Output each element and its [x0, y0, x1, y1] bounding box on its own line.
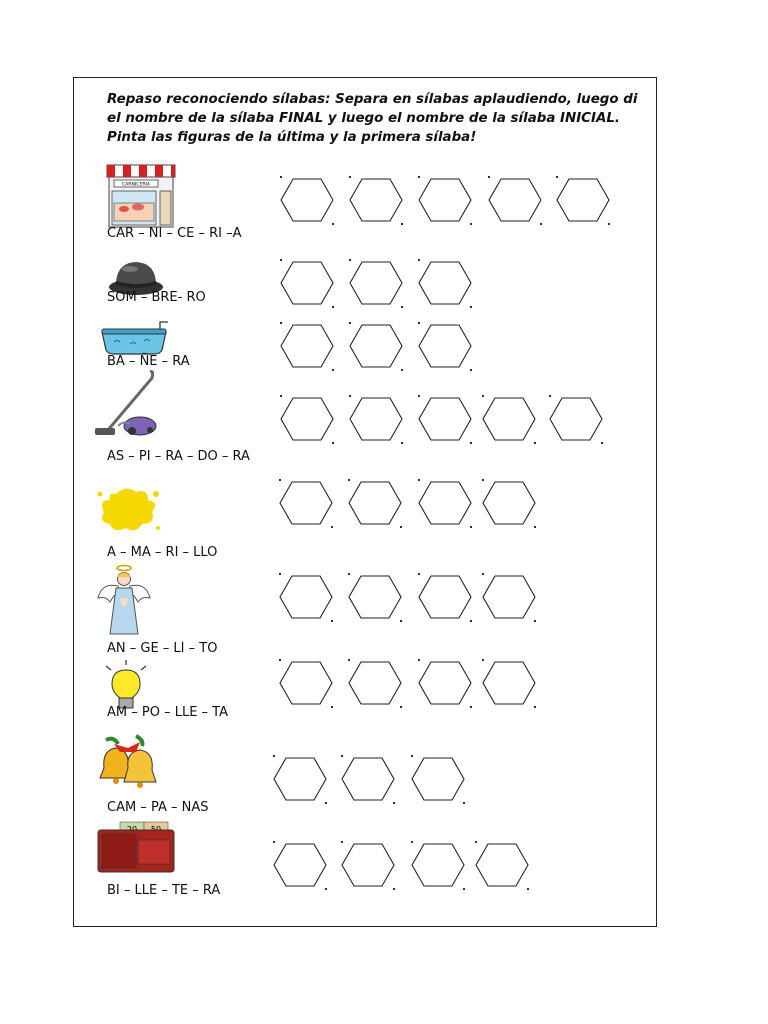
syllable-box[interactable]: [341, 843, 395, 887]
butcher-shop-icon: [106, 163, 176, 228]
guide-dot: [488, 176, 490, 178]
guide-dot: [482, 573, 484, 575]
instructions: [107, 90, 667, 147]
guide-dot: [470, 369, 472, 371]
christmas-bells-icon: [92, 734, 164, 796]
guide-dot: [418, 322, 420, 324]
syllable-box[interactable]: [348, 661, 402, 705]
guide-dot: [400, 706, 402, 708]
syllable-box[interactable]: [273, 843, 327, 887]
syllable-box[interactable]: [411, 843, 465, 887]
guide-dot: [401, 306, 403, 308]
syllable-box[interactable]: [280, 261, 334, 305]
syllable-box[interactable]: [482, 481, 536, 525]
guide-dot: [411, 841, 413, 843]
guide-dot: [325, 802, 327, 804]
guide-dot: [331, 526, 333, 528]
instructions-line-3: Pinta las figuras de la última y la primera sílaba!: [107, 130, 477, 145]
guide-dot: [540, 223, 542, 225]
guide-dot: [608, 223, 610, 225]
guide-dot: [400, 620, 402, 622]
syllable-box[interactable]: [482, 397, 536, 441]
syllable-box[interactable]: [349, 324, 403, 368]
guide-dot: [534, 526, 536, 528]
word-syllables-5: A – MA – RI – LLO: [107, 545, 218, 560]
guide-dot: [470, 442, 472, 444]
guide-dot: [463, 888, 465, 890]
guide-dot: [470, 706, 472, 708]
guide-dot: [332, 223, 334, 225]
guide-dot: [470, 526, 472, 528]
guide-dot: [470, 620, 472, 622]
word-syllables-2: SOM – BRE- RO: [107, 290, 206, 305]
word-syllables-8: CAM – PA – NAS: [107, 800, 209, 815]
syllable-box[interactable]: [556, 178, 610, 222]
guide-dot: [418, 395, 420, 397]
guide-dot: [348, 573, 350, 575]
word-syllables-3: BA – ÑE – RA: [107, 354, 190, 369]
syllable-box[interactable]: [418, 178, 472, 222]
syllable-box[interactable]: [418, 324, 472, 368]
guide-dot: [349, 322, 351, 324]
syllable-box[interactable]: [418, 397, 472, 441]
guide-dot: [349, 259, 351, 261]
syllable-box[interactable]: [341, 757, 395, 801]
word-syllables-4: AS – PI – RA – DO – RA: [107, 449, 250, 464]
guide-dot: [475, 841, 477, 843]
guide-dot: [280, 259, 282, 261]
guide-dot: [280, 176, 282, 178]
syllable-box[interactable]: [349, 397, 403, 441]
guide-dot: [331, 620, 333, 622]
syllable-box[interactable]: [280, 178, 334, 222]
guide-dot: [349, 176, 351, 178]
guide-dot: [482, 659, 484, 661]
guide-dot: [341, 841, 343, 843]
syllable-box[interactable]: [279, 481, 333, 525]
guide-dot: [393, 888, 395, 890]
syllable-box[interactable]: [418, 481, 472, 525]
word-syllables-1: CAR – NI – CE – RI –A: [107, 226, 242, 241]
guide-dot: [280, 322, 282, 324]
guide-dot: [534, 442, 536, 444]
guide-dot: [527, 888, 529, 890]
guide-dot: [418, 479, 420, 481]
word-syllables-7: AM – PO – LLE – TA: [107, 705, 228, 720]
guide-dot: [411, 755, 413, 757]
guide-dot: [401, 223, 403, 225]
guide-dot: [325, 888, 327, 890]
syllable-box[interactable]: [279, 661, 333, 705]
syllable-box[interactable]: [475, 843, 529, 887]
guide-dot: [279, 659, 281, 661]
svg-text:CARNICERIA: CARNICERIA: [121, 182, 151, 188]
guide-dot: [482, 479, 484, 481]
syllable-box[interactable]: [349, 178, 403, 222]
syllable-box[interactable]: [349, 261, 403, 305]
syllable-box[interactable]: [488, 178, 542, 222]
instructions-line-2: el nombre de la sílaba FINAL y luego el nombre de la sílaba INICIAL.: [107, 111, 620, 126]
guide-dot: [279, 479, 281, 481]
bathtub-icon: [100, 320, 172, 358]
guide-dot: [273, 841, 275, 843]
guide-dot: [332, 442, 334, 444]
syllable-box[interactable]: [482, 661, 536, 705]
syllable-box[interactable]: [418, 575, 472, 619]
guide-dot: [418, 573, 420, 575]
guide-dot: [348, 659, 350, 661]
guide-dot: [348, 479, 350, 481]
guide-dot: [418, 176, 420, 178]
guide-dot: [482, 395, 484, 397]
angel-icon: [96, 562, 152, 636]
guide-dot: [332, 306, 334, 308]
yellow-splash-icon: [96, 484, 162, 536]
guide-dot: [349, 395, 351, 397]
word-syllables-6: AN – GE – LI – TO: [107, 641, 218, 656]
guide-dot: [534, 706, 536, 708]
guide-dot: [549, 395, 551, 397]
guide-dot: [393, 802, 395, 804]
syllable-box[interactable]: [418, 661, 472, 705]
guide-dot: [470, 223, 472, 225]
syllable-box[interactable]: [348, 575, 402, 619]
guide-dot: [401, 442, 403, 444]
guide-dot: [418, 659, 420, 661]
syllable-box[interactable]: [279, 575, 333, 619]
guide-dot: [280, 395, 282, 397]
syllable-box[interactable]: [348, 481, 402, 525]
guide-dot: [556, 176, 558, 178]
syllable-box[interactable]: [280, 397, 334, 441]
word-syllables-9: BI – LLE – TE – RA: [107, 883, 221, 898]
syllable-box[interactable]: [411, 757, 465, 801]
syllable-box[interactable]: [273, 757, 327, 801]
syllable-box[interactable]: [482, 575, 536, 619]
guide-dot: [341, 755, 343, 757]
guide-dot: [331, 706, 333, 708]
guide-dot: [332, 369, 334, 371]
vacuum-cleaner-icon: [90, 368, 162, 442]
guide-dot: [470, 306, 472, 308]
guide-dot: [400, 526, 402, 528]
syllable-box[interactable]: [418, 261, 472, 305]
instructions-line-1: Repaso reconociendo sílabas: Separa en sílabas aplaudiendo, luego di: [107, 92, 638, 107]
wallet-icon: [96, 820, 176, 876]
guide-dot: [279, 573, 281, 575]
guide-dot: [401, 369, 403, 371]
syllable-box[interactable]: [549, 397, 603, 441]
syllable-box[interactable]: [280, 324, 334, 368]
guide-dot: [463, 802, 465, 804]
guide-dot: [601, 442, 603, 444]
guide-dot: [418, 259, 420, 261]
guide-dot: [534, 620, 536, 622]
guide-dot: [273, 755, 275, 757]
